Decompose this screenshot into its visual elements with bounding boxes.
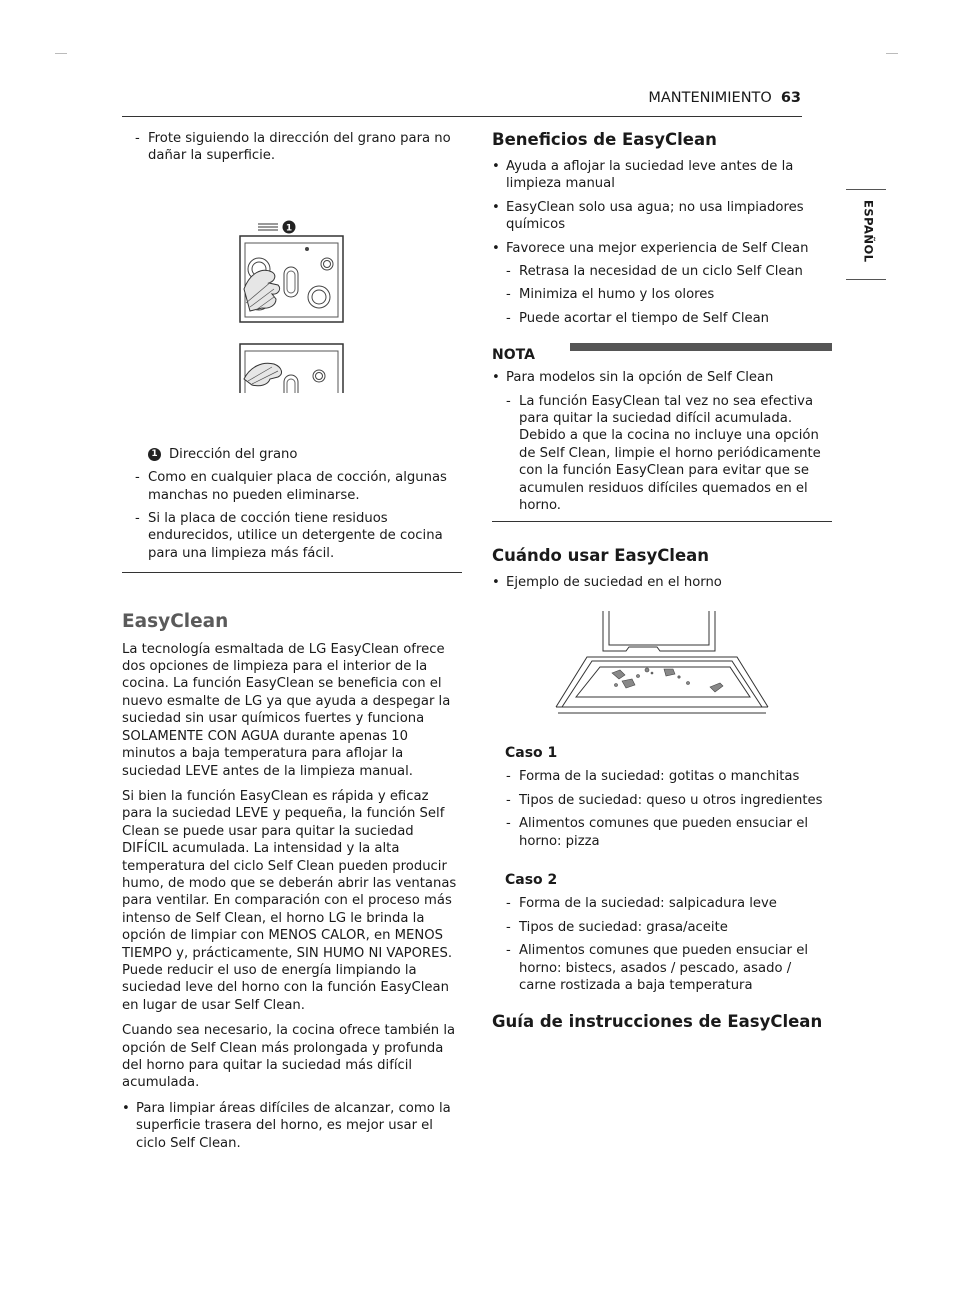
case1-title: Caso 1 <box>505 744 558 761</box>
note-sub-item: - La función EasyClean tal vez no sea efectiva para quitar la suciedad difícil acumulada. Debido a que la cocina no incluye una opción de Self Clean, limpie el horno periódicamente con la función EasyClean para evitar que se acumulen residuos difíciles quemados en el horno. <box>492 393 832 515</box>
cooktop-diagram <box>122 171 462 393</box>
callout-number: 1 <box>285 223 293 234</box>
benefit-sub-item: - Retrasa la necesidad de un ciclo Self Clean <box>492 263 832 280</box>
guide-title: Guía de instrucciones de EasyClean <box>492 1012 823 1032</box>
cooktop-top <box>240 236 343 322</box>
dash-item: - Si la placa de cocción tiene residuos endurecidos, utilice un detergente de cocina para una limpieza más fácil. <box>122 510 462 562</box>
benefit-sub-item: - Minimiza el humo y los olores <box>492 286 832 303</box>
page-number: 63 <box>780 90 801 106</box>
intro-dash-item: - Frote siguiendo la dirección del grano para no dañar la superficie. <box>122 130 462 165</box>
paragraph: Si bien la función EasyClean es rápida y eficaz para la suciedad LEVE y pequeña, la función Self Clean se puede usar para quitar la suciedad DIFÍCIL acumulada. La intensidad y la alta temperatura del ciclo Self Clean pueden producir humo, de modo que se deberán abrir las ventanas para ventilar. En comparación con el proceso más intenso de Self Clean, el horno LG le brinda la opción de limpiar con MENOS CALOR, en MENOS TIEMPO y, prácticamente, SIN HUMO NI VAPORES. Puede reducir el uso de energía limpiando la suciedad leve del horno con la función EasyClean en lugar de usar Self Clean. <box>122 788 457 1013</box>
oven-soil-diagram <box>492 597 832 725</box>
dash-item: - Como en cualquier placa de cocción, algunas manchas no pueden eliminarse. <box>122 469 462 504</box>
oven-illustration <box>492 597 832 725</box>
case2-title: Caso 2 <box>505 871 558 888</box>
benefit-item: • EasyClean solo usa agua; no usa limpiadores químicos <box>492 199 832 234</box>
header-rule <box>122 116 802 117</box>
when-bullet: • Ejemplo de suciedad en el horno <box>492 574 832 591</box>
case2-item: - Tipos de suciedad: grasa/aceite <box>492 919 832 936</box>
grain-legend <box>122 446 462 463</box>
note-bullet: • Para modelos sin la opción de Self Clean <box>492 369 832 386</box>
note-bar <box>570 343 832 351</box>
language-tab-label: ESPAÑOL <box>861 200 876 263</box>
legend-badge: 1 <box>148 448 161 461</box>
case1-item: - Forma de la suciedad: gotitas o manchitas <box>492 768 832 785</box>
right-column <box>492 130 832 1040</box>
crop-mark-right <box>886 53 898 54</box>
benefit-item: • Favorece una mejor experiencia de Self Clean <box>492 240 832 257</box>
language-tab <box>846 189 886 280</box>
paragraph: La tecnología esmaltada de LG EasyClean ofrece dos opciones de limpieza para el interior de la cocina. La función EasyClean se beneficia con el nuevo esmalte de LG ya que ayuda a despegar la suciedad sin usar químicos fuertes y funciona SOLAMENTE CON AGUA durante apenas 10 minutos a baja temperatura para aflojar la suciedad LEVE antes de la limpieza manual. <box>122 641 451 779</box>
case2-item: - Alimentos comunes que pueden ensuciar el horno: bistecs, asados / pescado, asado / carne rostizada a baja temperatura <box>492 942 832 994</box>
benefits-title: Beneficios de EasyClean <box>492 130 717 149</box>
paragraph: Cuando sea necesario, la cocina ofrece también la opción de Self Clean más prolongada y profunda del horno para quitar la suciedad más difícil acumulada. <box>122 1023 456 1091</box>
note-header <box>492 343 832 365</box>
case1-item: - Alimentos comunes que pueden ensuciar el horno: pizza <box>492 815 832 850</box>
left-column <box>122 130 462 1158</box>
legend-text: Dirección del grano <box>169 446 298 462</box>
easyclean-title: EasyClean <box>122 611 229 633</box>
cooktop-illustration <box>122 171 462 393</box>
when-title: Cuándo usar EasyClean <box>492 545 710 565</box>
header-section: MANTENIMIENTO <box>648 90 772 106</box>
benefit-sub-item: - Puede acortar el tiempo de Self Clean <box>492 310 832 327</box>
note-label: NOTA <box>492 347 535 364</box>
cooktop-bottom <box>240 344 343 393</box>
crop-mark-left <box>55 53 67 54</box>
page-header <box>648 90 801 107</box>
benefit-item: • Ayuda a aflojar la suciedad leve antes de la limpieza manual <box>492 158 832 193</box>
bullet-item: • Para limpiar áreas difíciles de alcanzar, como la superficie trasera del horno, es mejor usar el ciclo Self Clean. <box>122 1100 462 1152</box>
case2-item: - Forma de la suciedad: salpicadura leve <box>492 895 832 912</box>
case1-item: - Tipos de suciedad: queso u otros ingredientes <box>492 792 832 809</box>
